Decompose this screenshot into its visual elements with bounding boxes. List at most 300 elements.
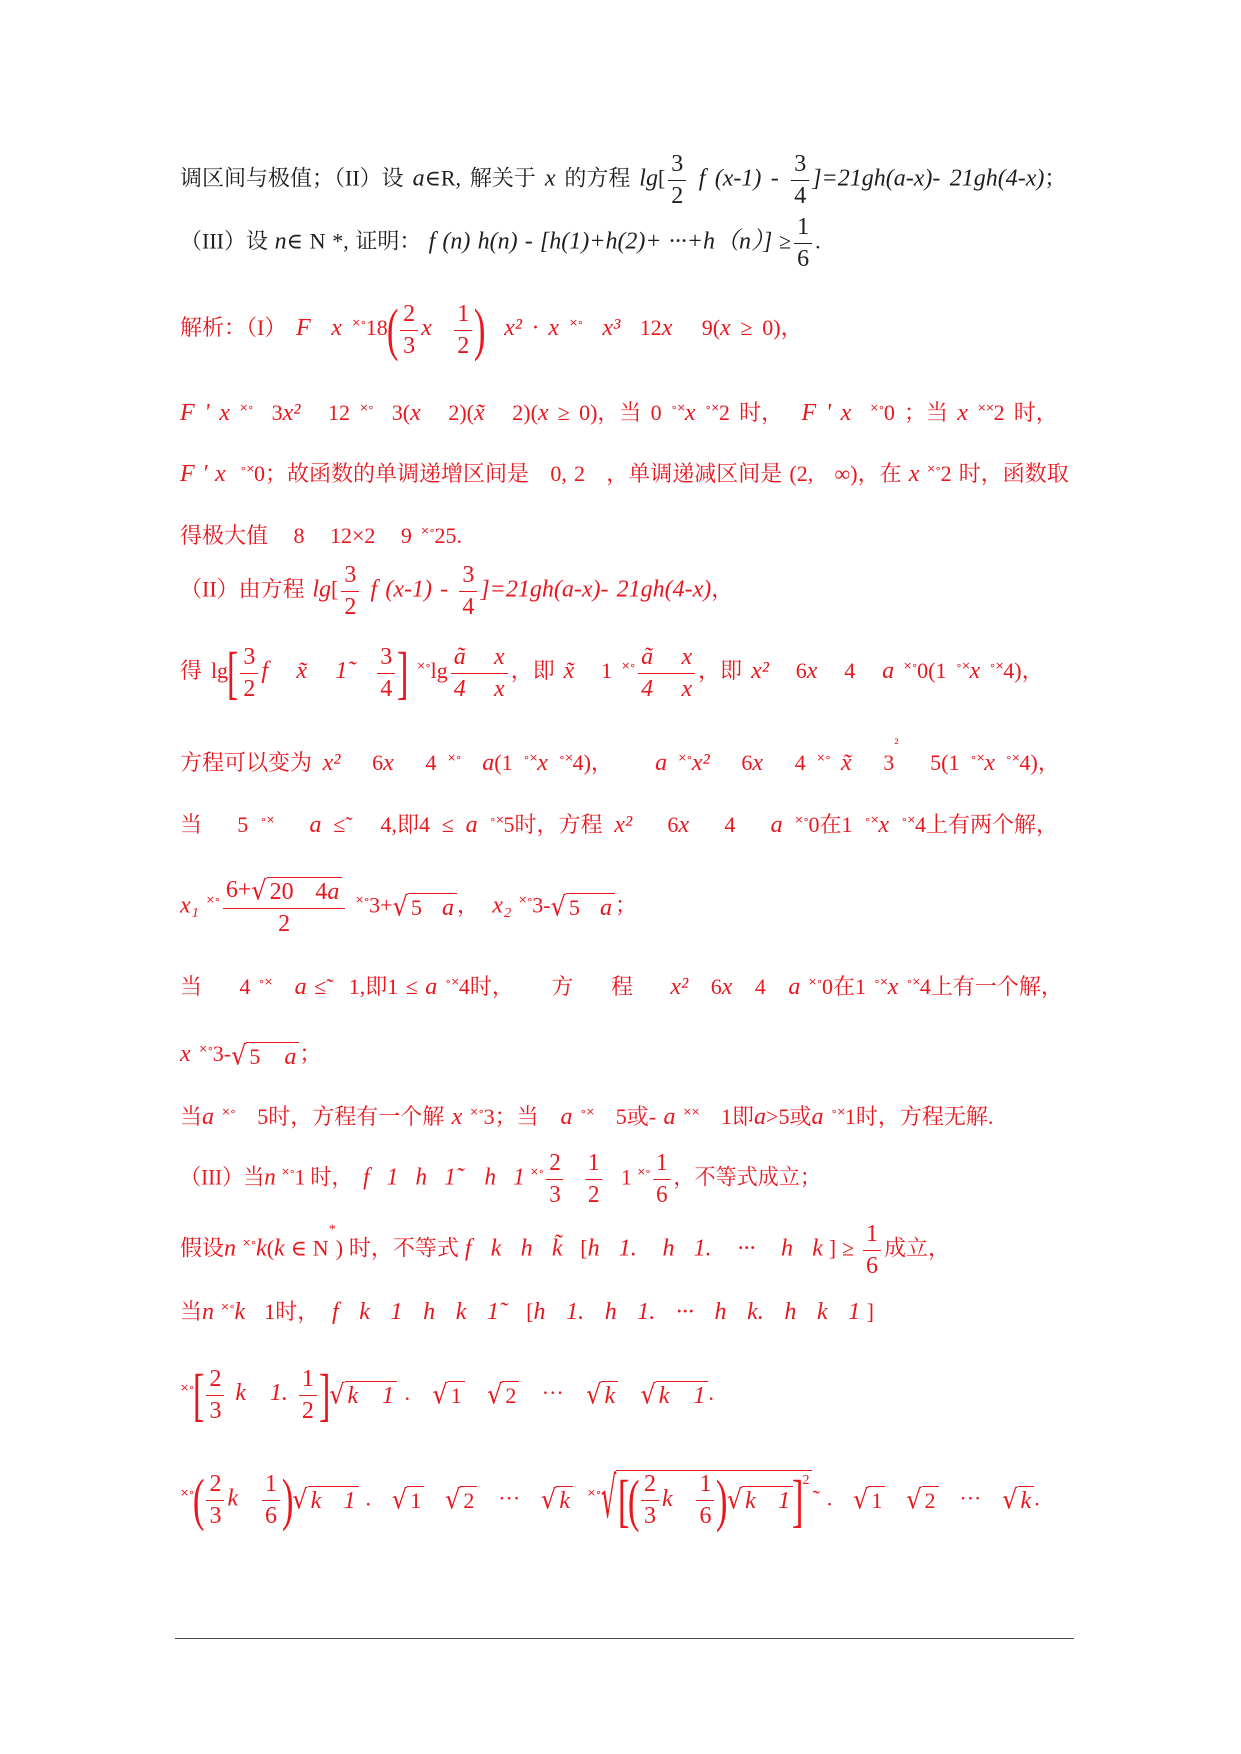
relation-mark: ∘× <box>260 813 275 826</box>
math-run: k <box>274 1235 285 1262</box>
math-run: n <box>264 1164 276 1191</box>
math-run: k <box>661 1485 673 1512</box>
text-run: 得 lg <box>180 658 229 684</box>
math-run: x̃ <box>563 658 575 685</box>
math-run: F ' x <box>801 400 852 426</box>
math-run: x <box>887 974 899 1000</box>
text-run: 6 <box>264 1502 277 1529</box>
text-run: ≥ 0)， <box>730 315 803 341</box>
text-run: . <box>358 1485 392 1511</box>
square-root <box>640 1380 708 1410</box>
math-run: k <box>604 1383 616 1409</box>
math-run: h 1. h 1. ··· h k. h k 1 <box>533 1299 861 1325</box>
text-run: 4 <box>817 658 883 684</box>
text-run <box>238 1485 259 1510</box>
text-run <box>995 750 1006 775</box>
fraction-numerator <box>794 214 812 244</box>
math-run: f (x-1) - <box>689 165 789 192</box>
math-run: x <box>752 750 764 776</box>
solution-line <box>180 1464 1040 1533</box>
text-run: 6 <box>699 1503 712 1529</box>
fraction-numerator <box>668 151 686 181</box>
fraction-numerator <box>451 644 508 674</box>
text-run: 1时， <box>245 1299 333 1324</box>
math-run: x <box>544 165 556 192</box>
text-run: 4上有两个解， <box>914 812 1058 837</box>
solution-line <box>180 1221 950 1280</box>
math-run: x <box>537 750 548 776</box>
text-run <box>432 315 452 340</box>
text-run: 4)， <box>1019 750 1060 775</box>
large-bracket: ) <box>716 1467 728 1533</box>
text-run: ∈R, 解关于 <box>424 165 545 191</box>
solution-line <box>180 640 1044 705</box>
text-run <box>894 658 903 683</box>
square-root <box>231 1041 299 1071</box>
math-run: 4 x <box>453 675 505 702</box>
relation-mark: ×∘ <box>794 813 809 826</box>
relation-mark: ×∘ <box>241 1236 257 1250</box>
text-run: 3 <box>344 561 357 588</box>
solution-line <box>180 738 1060 778</box>
fraction <box>262 1471 280 1530</box>
large-bracket: ( <box>627 1467 640 1533</box>
text-run: 调区间与极值；（II）设 <box>180 165 413 191</box>
text-run <box>342 315 352 340</box>
relation-mark: ∘× <box>955 659 970 673</box>
radicand <box>868 1486 885 1515</box>
text-run: 1 <box>699 1471 712 1497</box>
fraction-numerator <box>223 874 345 909</box>
fraction-numerator <box>459 562 477 592</box>
math-run: x̃ <box>840 750 852 776</box>
fraction-numerator <box>240 644 258 674</box>
radicand <box>460 1486 477 1515</box>
text-run: 2 <box>588 1181 600 1208</box>
text-run: 2 <box>243 675 256 702</box>
relation-mark: ∘× <box>239 462 255 475</box>
fraction-denominator <box>459 592 477 621</box>
math-run: F ' x <box>180 461 226 487</box>
text-run: 5或- <box>593 1104 664 1129</box>
text-run <box>583 315 603 340</box>
text-run: 1 <box>301 1365 314 1392</box>
solution-line <box>180 459 1069 489</box>
math-run: x³ <box>602 315 621 342</box>
fraction-numerator <box>454 301 472 331</box>
text-run: 4)， <box>572 750 656 775</box>
text-run <box>462 1104 469 1129</box>
relation-mark: ×∘ <box>903 659 918 673</box>
text-run <box>573 1485 587 1510</box>
text-run: 2 <box>457 332 470 359</box>
text-run <box>800 974 808 999</box>
fraction-numerator <box>262 1471 280 1501</box>
fraction-denominator <box>454 331 472 360</box>
math-run: a <box>327 878 340 905</box>
square-root <box>586 1380 618 1410</box>
radical-sign-icon: √ <box>487 1378 503 1410</box>
text-run: 方程可以变为 <box>180 750 323 775</box>
text-run: 3- <box>532 892 551 918</box>
text-run: [ <box>331 576 339 602</box>
text-run: 当 <box>180 1104 203 1129</box>
text-run <box>559 315 569 340</box>
fraction-denominator <box>696 1501 714 1530</box>
text-run <box>851 400 869 425</box>
text-run: 3 <box>851 750 895 775</box>
radical-sign-icon: √ <box>391 1483 408 1515</box>
radicand <box>556 1486 573 1515</box>
text-run: 当 5 <box>180 812 261 837</box>
relation-mark: ×∘ <box>281 1165 295 1179</box>
text-run: 18 <box>365 315 388 341</box>
square-root <box>292 1485 358 1515</box>
text-run: 6 <box>688 974 722 999</box>
fraction-denominator <box>377 674 395 703</box>
question-line <box>180 151 1066 210</box>
math-run: k <box>256 1235 267 1262</box>
math-run: lg <box>312 576 331 603</box>
text-run: 3( <box>373 400 411 425</box>
text-run <box>511 892 518 917</box>
math-run: x <box>421 315 432 342</box>
fraction-numerator <box>546 1150 563 1180</box>
solution-line <box>180 1150 821 1209</box>
relation-mark: ×∘ <box>359 401 374 414</box>
relation-mark: ∘× <box>864 813 879 826</box>
fraction <box>206 1471 224 1530</box>
text-run: 5 <box>410 895 442 920</box>
math-run: x <box>969 658 981 685</box>
text-run: ； <box>615 892 638 918</box>
square-root <box>392 1485 424 1515</box>
text-run: ，即 <box>698 658 752 684</box>
solution-line <box>180 398 1058 428</box>
relation-mark: ∘× <box>258 975 273 988</box>
text-run: ) 时，不等式 <box>335 1235 465 1261</box>
fraction <box>653 1150 670 1209</box>
fraction-numerator <box>638 644 695 674</box>
text-run: ˜ . <box>812 1485 854 1511</box>
math-run: x <box>451 1104 463 1130</box>
radical-sign-icon: √ <box>550 890 566 922</box>
math-run: k 1 <box>745 1488 791 1514</box>
relation-mark: ×× <box>977 401 994 414</box>
text-run: ··· <box>519 1380 587 1406</box>
math-run: x₂ <box>492 892 512 919</box>
math-run: n <box>224 1235 237 1262</box>
text-run <box>618 1380 640 1405</box>
text-run: 1 <box>797 213 810 240</box>
relation-mark: ∘× <box>873 975 888 988</box>
fraction <box>668 151 686 210</box>
math-run: k <box>234 1299 246 1325</box>
text-run: 0(1 <box>917 658 956 684</box>
text-run <box>230 400 239 425</box>
math-run: a <box>754 1104 767 1130</box>
fraction <box>863 1221 881 1280</box>
math-run: a <box>882 658 895 685</box>
radical-sign-icon: √ <box>601 1464 617 1531</box>
text-run: 2 <box>549 1149 561 1176</box>
solution-line <box>180 297 803 362</box>
math-run: a <box>309 812 322 838</box>
text-run: 20 4 <box>269 878 328 905</box>
text-run: 3 <box>209 1397 222 1424</box>
text-run <box>424 1485 445 1510</box>
text-run <box>889 812 901 837</box>
square-root <box>393 892 457 922</box>
fraction-denominator <box>299 1396 317 1425</box>
solution-line <box>180 972 1063 1002</box>
math-run: a <box>788 974 801 1000</box>
text-run: 3 <box>794 150 807 177</box>
fraction <box>585 1150 602 1209</box>
relation-mark: ×∘ <box>220 1300 235 1313</box>
text-run: 6 <box>768 658 807 684</box>
text-run: ≤̃ 4,即4 ≤ <box>321 812 466 837</box>
fraction <box>641 1471 659 1530</box>
text-run: 0；故函数的单调递增区间是 0, 2 ，单调递减区间是 (2, ∞)，在 <box>254 461 909 486</box>
text-run: ≥ 0)，当 0 <box>548 400 671 425</box>
text-run: 3+ <box>369 892 393 918</box>
text-run: ( <box>266 1235 275 1261</box>
radicand <box>448 1381 465 1410</box>
text-run <box>673 1486 694 1511</box>
text-run: 2 <box>209 1365 222 1392</box>
square-root <box>445 1485 477 1515</box>
math-run: x² <box>670 974 689 1000</box>
text-run: 2 <box>463 1488 475 1513</box>
text-run: 1 <box>410 1488 422 1513</box>
solution-line <box>180 874 638 938</box>
fraction-numerator <box>696 1471 714 1501</box>
math-run: x <box>984 750 995 776</box>
relation-mark: ×∘ <box>205 893 220 907</box>
relation-mark: ∘× <box>830 1105 845 1118</box>
text-run: 3 <box>549 1181 561 1208</box>
math-run: x <box>878 812 890 838</box>
fraction <box>638 644 695 703</box>
text-run <box>980 658 989 683</box>
text-run: 4 <box>393 750 448 775</box>
math-run: a <box>465 812 478 838</box>
math-run: n <box>202 1299 215 1325</box>
text-run: 3 <box>209 1502 222 1529</box>
math-run: a <box>811 1104 824 1130</box>
square-root <box>541 1485 573 1515</box>
radicand <box>345 1381 398 1410</box>
math-run: f (n) h(n) - [h(1)+h(2)+ ···+h（n）] <box>421 228 773 255</box>
relation-mark: ×∘ <box>420 524 435 537</box>
text-run: 0 ；当 <box>883 400 958 425</box>
text-run <box>919 461 926 486</box>
text-run: ，不等式成立； <box>673 1164 821 1190</box>
relation-mark: ∘× <box>900 813 915 826</box>
math-run: x <box>806 658 818 685</box>
text-run: 1 <box>264 1470 277 1497</box>
radical-sign-icon: √ <box>392 890 408 922</box>
text-run: 6 <box>340 750 384 775</box>
text-run: 当 <box>180 1299 203 1324</box>
math-run: n <box>274 228 287 255</box>
math-run: a <box>560 1104 573 1130</box>
math-run: F ' x <box>180 400 230 426</box>
text-run: 2 <box>278 910 291 937</box>
math-run: x <box>180 1041 191 1067</box>
math-run: k <box>1020 1488 1032 1514</box>
superscript: 2 <box>802 1472 810 1488</box>
fraction-numerator <box>863 1221 881 1251</box>
relation-mark: ×∘ <box>636 1165 651 1179</box>
text-run: 2)( <box>420 400 475 425</box>
text-run: (1 <box>494 750 524 775</box>
superscript: * <box>328 1222 336 1238</box>
text-run: ≥ <box>772 228 792 254</box>
relation-mark: ∘× <box>579 1105 594 1118</box>
square-root <box>906 1485 938 1515</box>
math-run: k <box>227 1485 239 1512</box>
fraction-denominator <box>240 674 258 703</box>
math-run: a <box>442 895 454 921</box>
large-bracket: ] <box>791 1467 804 1533</box>
square-root <box>487 1380 519 1410</box>
radical-sign-icon: √ <box>251 874 267 906</box>
radical-sign-icon: √ <box>292 1483 308 1515</box>
text-run: 1时，方程无解. <box>844 1104 994 1129</box>
radicand <box>407 1486 424 1515</box>
text-run: ··· <box>477 1485 542 1511</box>
text-run: 1 <box>450 1383 462 1408</box>
text-run: 假设 <box>180 1235 225 1261</box>
text-run: 3；当 <box>483 1104 561 1129</box>
text-run: 9( <box>672 315 721 341</box>
text-run: 1 <box>457 300 470 327</box>
fraction <box>206 1366 224 1425</box>
text-run: 2 <box>403 300 416 327</box>
question-line <box>180 214 821 273</box>
radical-sign-icon: √ <box>541 1483 557 1515</box>
text-run: 1 时， <box>294 1164 364 1190</box>
text-run: 2 <box>643 1471 656 1497</box>
relation-mark: ∘× <box>989 659 1004 673</box>
solution-line <box>180 562 733 621</box>
fraction-numerator <box>585 1150 602 1180</box>
text-run: 6 <box>632 812 679 837</box>
text-run: 6 <box>656 1181 668 1208</box>
radicand <box>1018 1486 1035 1515</box>
radicand <box>616 1467 812 1533</box>
large-bracket: ) <box>281 1467 294 1532</box>
text-run: 12 <box>620 315 662 341</box>
fraction-denominator <box>546 1180 563 1209</box>
text-run <box>485 315 505 340</box>
square-root <box>551 892 615 922</box>
text-run <box>573 1104 580 1129</box>
fraction <box>240 644 258 703</box>
fraction-denominator <box>641 1501 659 1530</box>
text-run: . <box>1034 1485 1040 1511</box>
fraction-denominator <box>451 674 508 703</box>
fraction-denominator <box>585 1180 602 1209</box>
large-bracket: ] <box>318 1362 331 1427</box>
text-run: 2 时， <box>993 400 1058 425</box>
text-run <box>830 750 841 775</box>
square-root <box>1002 1485 1034 1515</box>
radicand <box>742 1486 793 1515</box>
fraction <box>223 874 345 938</box>
text-run: 2 时，函数取 <box>940 461 1069 486</box>
text-run: 4上有一个解， <box>919 974 1063 999</box>
text-run: 1即 <box>699 1104 755 1129</box>
text-run: 6 <box>865 1252 878 1279</box>
relation-mark: ×∘ <box>621 659 636 673</box>
fraction-denominator <box>653 1180 670 1209</box>
text-run: 12 <box>300 400 360 425</box>
text-run: 4 <box>732 974 789 999</box>
radicand <box>566 893 615 922</box>
large-bracket: [ <box>192 1362 205 1427</box>
math-run: f x̃ 1̃ <box>261 658 348 685</box>
radicand <box>656 1381 709 1410</box>
solution-line <box>180 521 462 551</box>
radical-sign-icon: √ <box>640 1378 656 1410</box>
math-run: ]=21gh(a-x)- 21gh(4-x) <box>812 165 1045 192</box>
fraction <box>377 644 395 703</box>
text-run: 解析：（I） <box>180 315 297 341</box>
solution-line <box>180 1039 321 1071</box>
fraction-numerator <box>653 1150 670 1180</box>
text-run: 3 <box>243 643 256 670</box>
solution-line <box>180 810 1058 840</box>
fraction-denominator <box>206 1501 224 1530</box>
math-run: x² <box>322 750 341 776</box>
relation-mark: ×∘ <box>586 1486 602 1500</box>
text-run: ≤̃ 1,即1 ≤ <box>306 974 426 999</box>
text-run: （II）由方程 <box>180 576 313 602</box>
text-run: 2 <box>505 1383 517 1408</box>
math-run: k 1. <box>227 1380 296 1407</box>
math-run: 4 x <box>641 675 693 702</box>
text-run <box>783 812 795 837</box>
fraction <box>791 151 809 210</box>
square-root <box>601 1464 812 1533</box>
text-run: ， <box>711 576 734 602</box>
large-bracket: ) <box>474 297 486 362</box>
text-run: 的方程 <box>555 165 640 191</box>
solution-line <box>180 1297 874 1327</box>
text-run: 2 <box>301 1397 314 1424</box>
text-run <box>465 1380 487 1405</box>
fraction-denominator <box>794 244 812 273</box>
fraction-denominator <box>400 331 418 360</box>
relation-mark: ×∘ <box>926 462 941 475</box>
text-run: 得极大值 8 12×2 9 <box>180 523 421 548</box>
text-run: . <box>708 1380 714 1406</box>
text-run: 3 <box>253 400 283 425</box>
text-run <box>968 400 977 425</box>
text-run: ； <box>1044 165 1067 191</box>
text-run: [ <box>657 165 666 191</box>
large-bracket: ( <box>192 1467 205 1532</box>
text-run <box>226 461 240 486</box>
text-run: 3 <box>380 643 393 670</box>
relation-mark: ×× <box>682 1105 700 1118</box>
relation-mark: ×∘ <box>239 401 254 414</box>
relation-mark: ×∘ <box>816 751 831 764</box>
math-run: a <box>425 974 438 1000</box>
